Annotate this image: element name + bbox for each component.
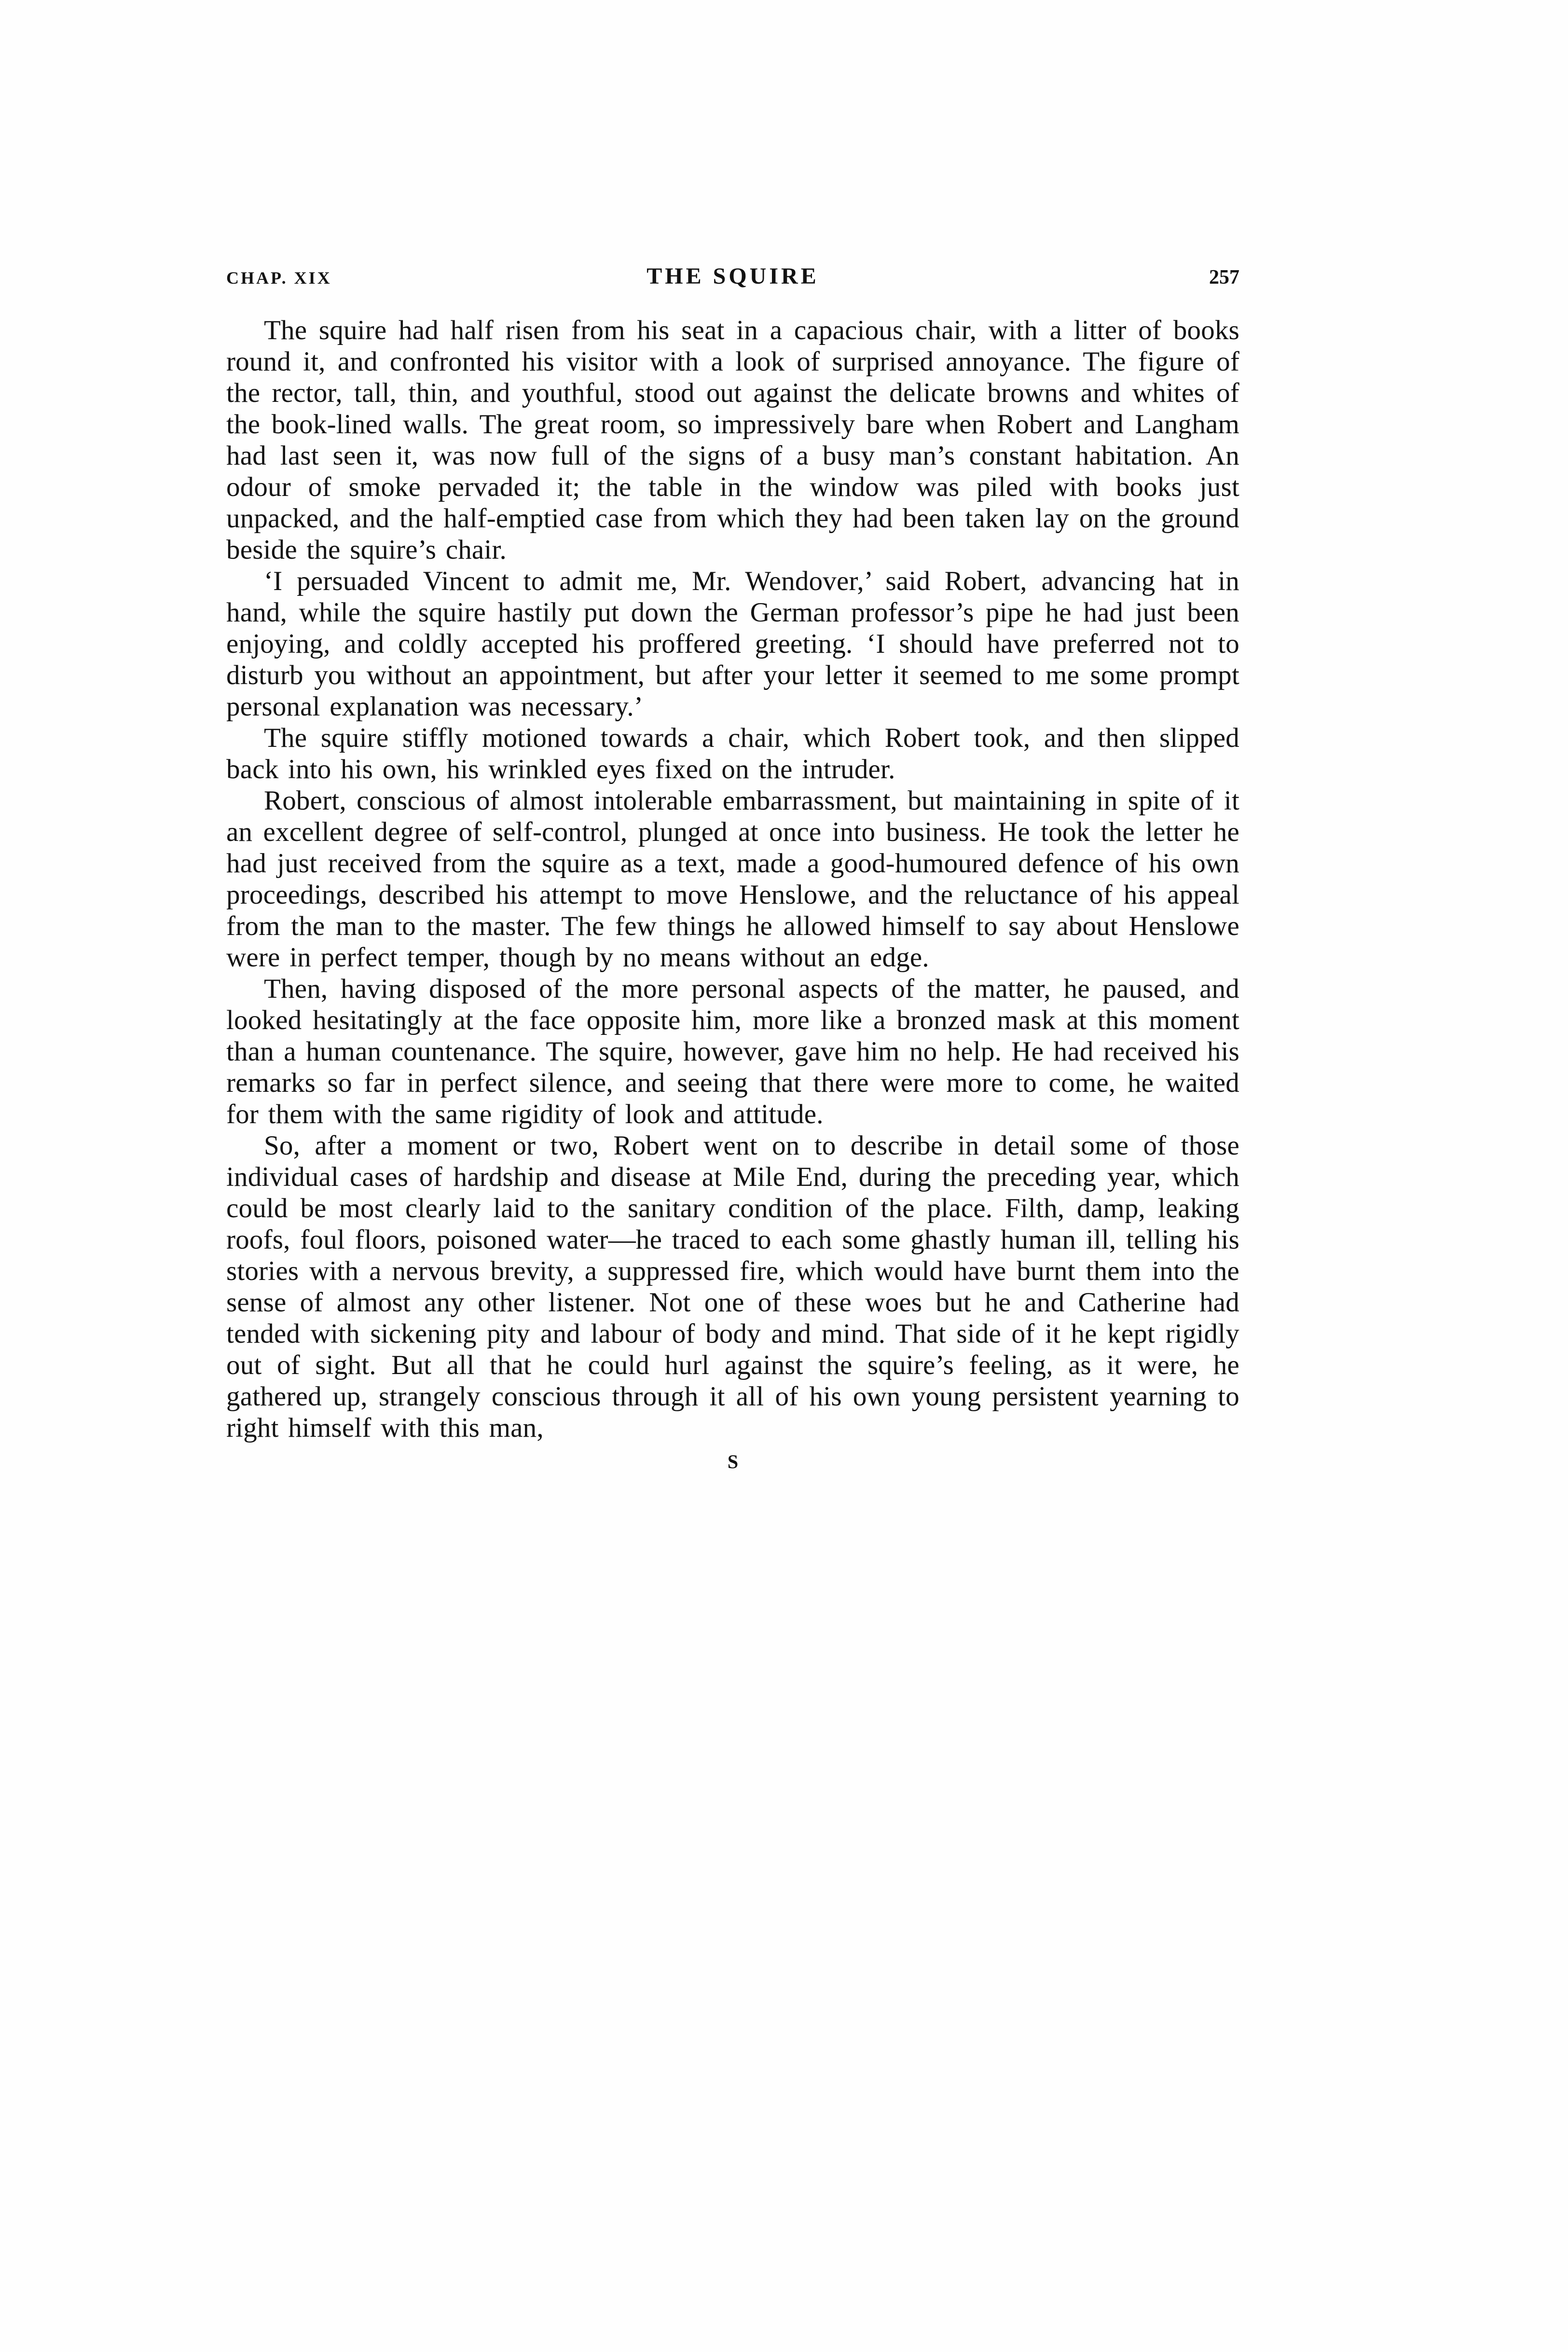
page-content (226, 263, 1239, 1473)
paragraph: So, after a moment or two, Robert went on to describe in detail some of those individual cases of hardship and disease at Mile End, during the preceding year, which could be most clearly laid to the sanitary condition of the place. Filth, damp, leaking roofs, foul floors, poisoned water—he traced to each some ghastly human ill, telling his stories with a nervous brevity, a suppressed fire, which would have burnt them into the sense of almost any other listener. Not one of these woes but he and Catherine had tended with sickening pity and labour of body and mind. That side of it he kept rigidly out of sight. But all that he could hurl against the squire’s feeling, as it were, he gathered up, strangely conscious through it all of his own young persistent yearning to right himself with this man, (226, 1130, 1239, 1443)
paragraph: The squire had half risen from his seat in a capacious chair, with a litter of books round it, and confronted his visitor with a look of surprised annoyance. The figure of the rector, tall, thin, and youthful, stood out against the delicate browns and whites of the book-lined walls. The great room, so impressively bare when Robert and Langham had last seen it, was now full of the signs of a busy man’s constant habitation. An odour of smoke pervaded it; the table in the window was piled with books just unpacked, and the half-emptied case from which they had been taken lay on the ground beside the squire’s chair. (226, 315, 1239, 565)
paragraph: ‘I persuaded Vincent to admit me, Mr. Wendover,’ said Robert, advancing hat in hand, while the squire hastily put down the German professor’s pipe he had just been enjoying, and coldly accepted his proffered greeting. ‘I should have preferred not to disturb you without an appointment, but after your letter it seemed to me some prompt personal explanation was necessary.’ (226, 566, 1239, 722)
paragraph: Then, having disposed of the more personal aspects of the matter, he paused, and looked hesitatingly at the face opposite him, more like a bronzed mask at this moment than a human countenance. The squire, however, gave him no help. He had received his remarks so far in perfect silence, and seeing that there were more to come, he waited for them with the same rigidity of look and attitude. (226, 974, 1239, 1129)
printer-signature-mark: S (727, 1451, 739, 1472)
paragraph: Robert, conscious of almost intolerable embarrassment, but maintaining in spite of it an excellent degree of self-control, plunged at once into business. He took the letter he had just received from the squire as a text, made a good-humoured defence of his own proceedings, described his attempt to move Henslowe, and the reluctance of his appeal from the man to the master. The few things he allowed himself to say about Henslowe were in perfect temper, though by no means without an edge. (226, 785, 1239, 973)
page-title: THE SQUIRE (646, 263, 819, 289)
paragraph: The squire stiffly motioned towards a chair, which Robert took, and then slipped back into his own, his wrinkled eyes fixed on the intruder. (226, 723, 1239, 784)
page-number: 257 (1209, 266, 1239, 289)
body-text (226, 315, 1239, 1444)
running-head (226, 263, 1239, 289)
chapter-label: CHAP. XIX (226, 268, 332, 288)
